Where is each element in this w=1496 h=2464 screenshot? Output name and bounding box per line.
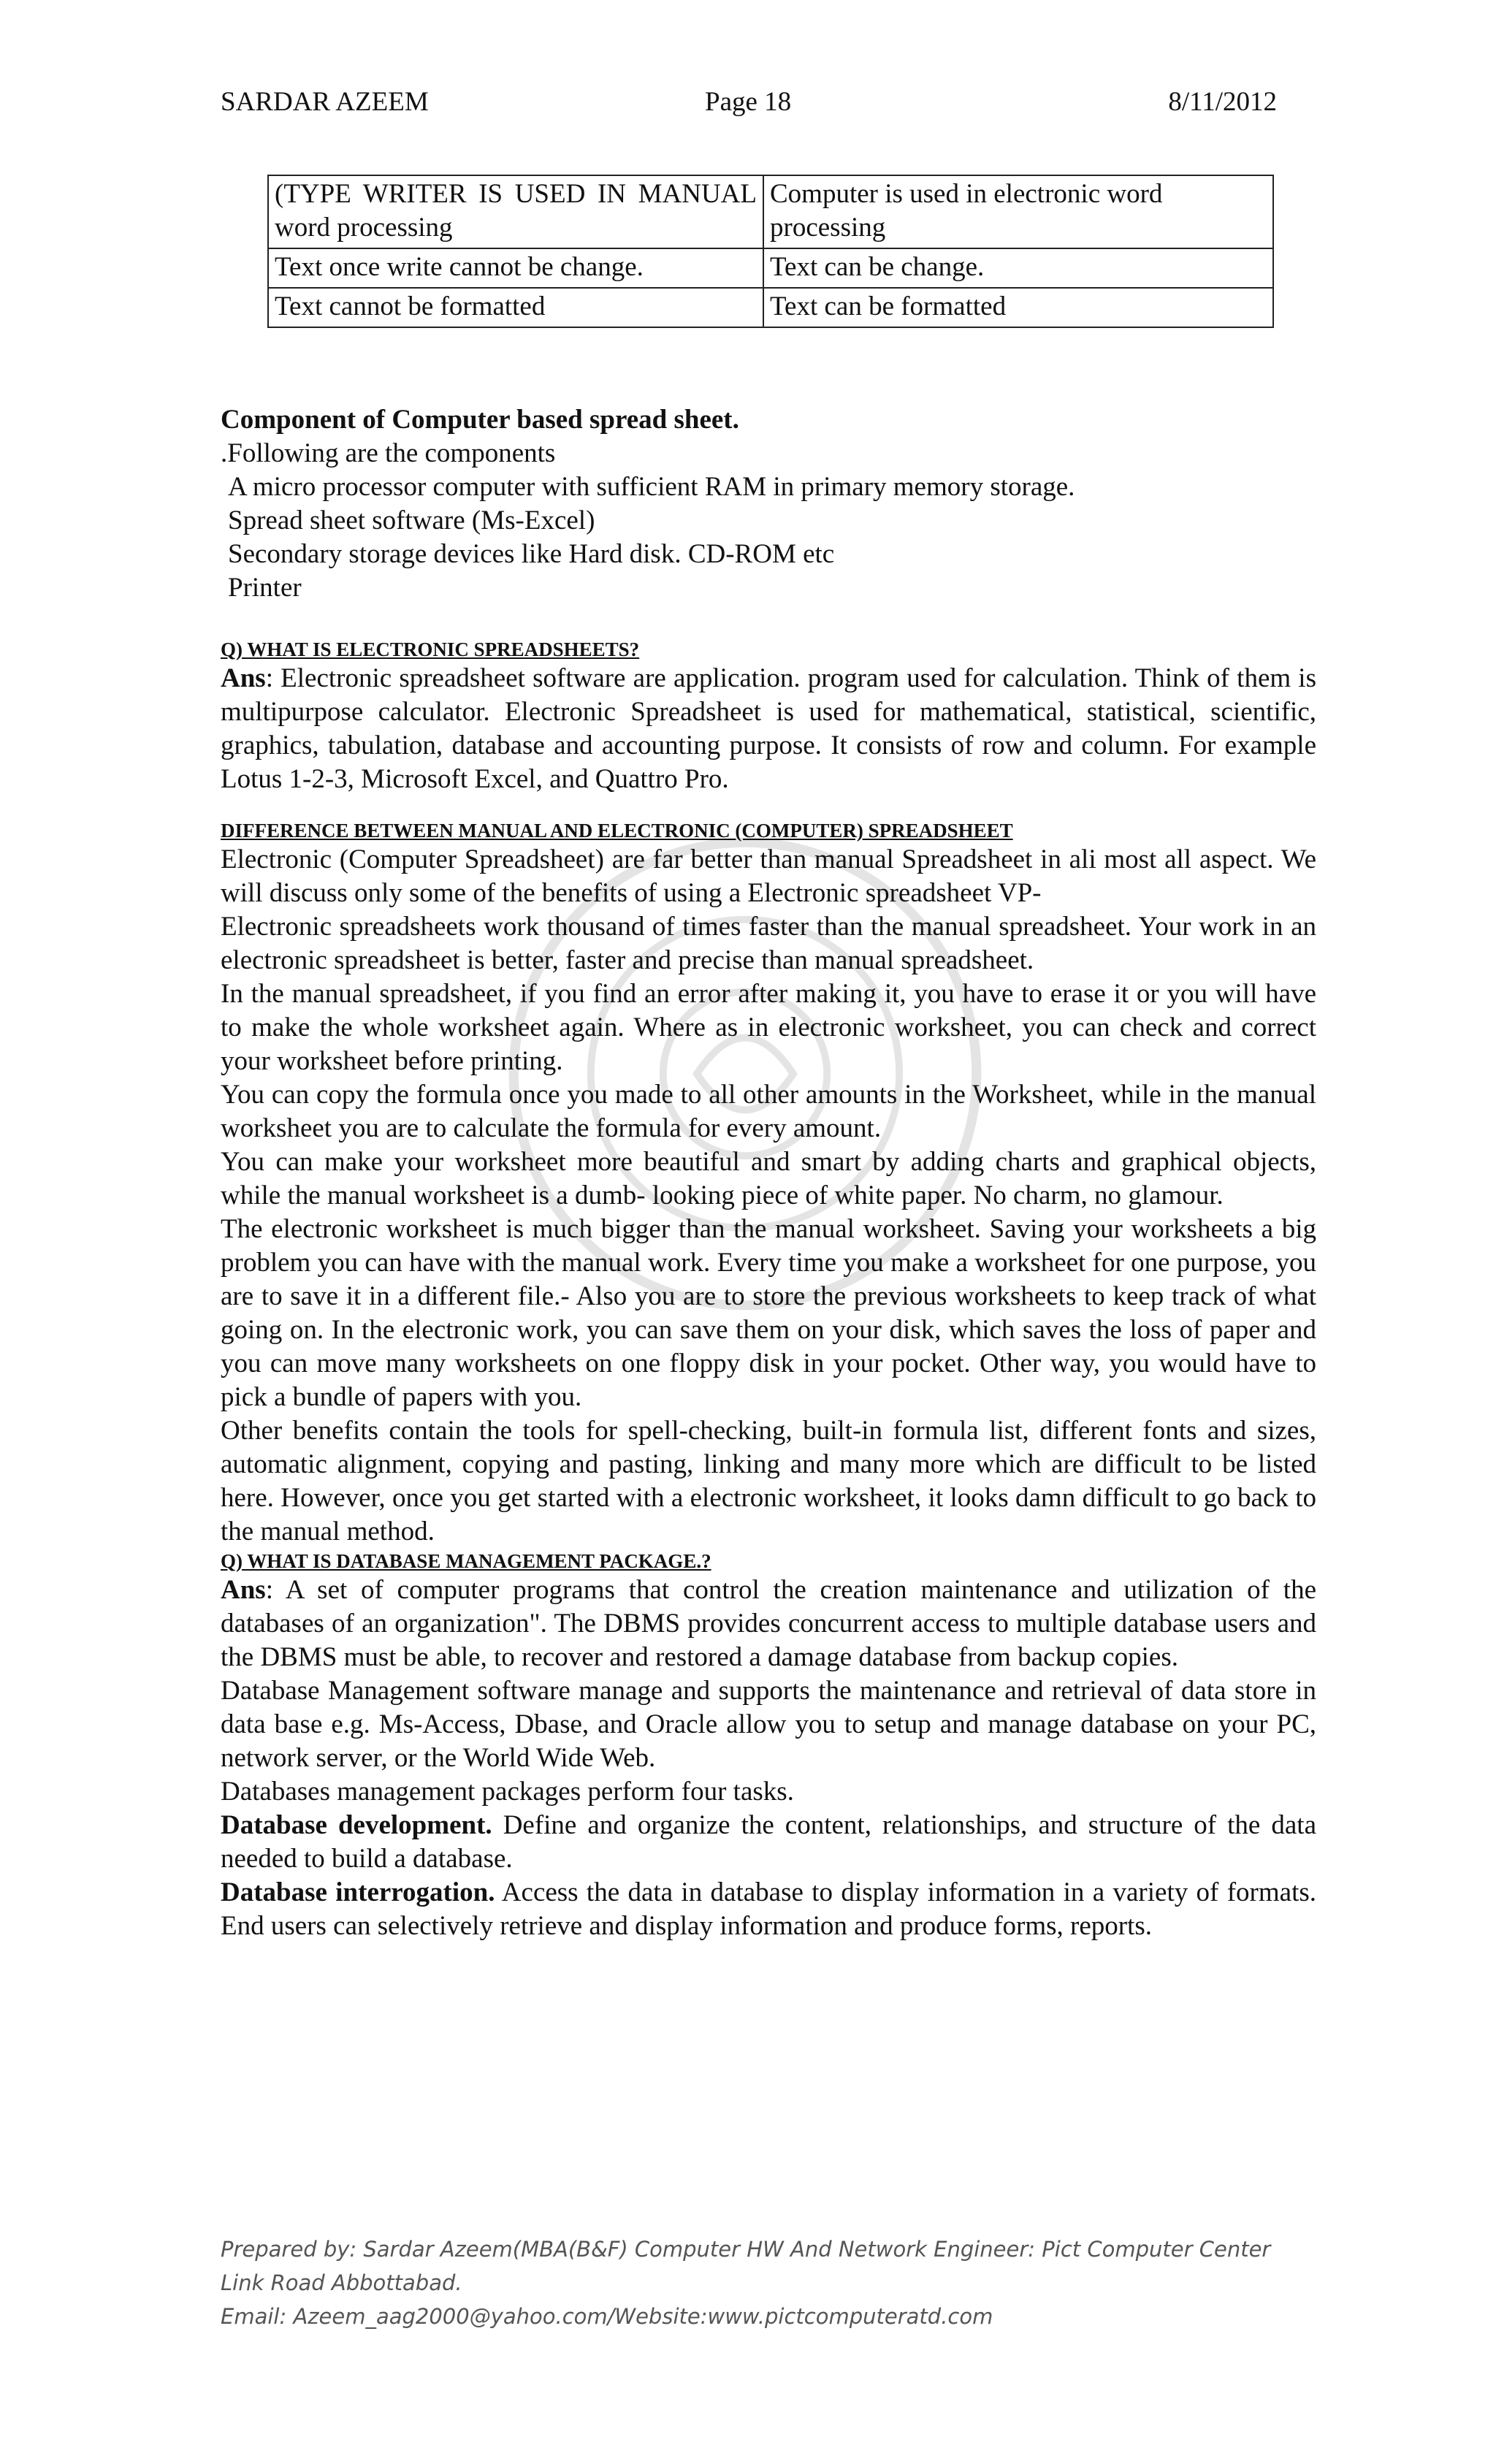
paragraph: You can make your worksheet more beautiful and smart by adding charts and graphical objects, while the manual worksheet is a dumb- looking piece of white paper. No charm, no glamour. — [221, 1147, 1316, 1210]
table-cell: Text once write cannot be change. — [268, 248, 763, 288]
answer-text: : A set of computer programs that control the creation maintenance and utilization of the databases of an organization". The DBMS provides concurrent access to multiple database users and the DBMS must be able, to recover and restored a damage database from backup copies. — [221, 1575, 1316, 1672]
list-item: Spread sheet software (Ms-Excel) — [228, 506, 595, 535]
table-row — [268, 288, 1273, 327]
list-item: Secondary storage devices like Hard disk. CD-ROM etc — [228, 539, 835, 569]
comparison-table — [267, 175, 1274, 328]
task-term: Database development. — [221, 1810, 492, 1840]
question-heading: Q) WHAT IS DATABASE MANAGEMENT PACKAGE.? — [221, 1550, 711, 1572]
answer-label: Ans — [221, 1575, 266, 1605]
answer-text: : Electronic spreadsheet software are application. program used for calculation. Think of them is multipurpose calculator. Electronic Spreadsheet is used for mathematical, statistical, scientific, graphics, tabulation, database and accounting purpose. It consists of row and column. For example Lotus 1-2-3, Microsoft Excel, and Quattro Pro. — [221, 663, 1316, 794]
header-date: 8/11/2012 — [1168, 87, 1277, 117]
task-desc: Access the data in database to display information in a variety of formats. End users can selectively retrieve and display information and produce forms, reports. — [221, 1877, 1316, 1941]
paragraph: Electronic spreadsheets work thousand of times faster than the manual spreadsheet. Your work in an electronic spreadsheet is better, faster and precise than manual spreadsheet. — [221, 912, 1316, 975]
table-row — [268, 248, 1273, 288]
table-row — [268, 175, 1273, 248]
task-term: Database interrogation. — [221, 1877, 495, 1907]
list-item: Printer — [228, 573, 302, 603]
page-footer — [221, 2232, 1302, 2333]
body-content — [221, 403, 1316, 1943]
table-cell: Computer is used in electronic word processing — [763, 175, 1273, 248]
answer-paragraph — [221, 662, 1316, 796]
paragraph: Database Management software manage and supports the maintenance and retrieval of data store in data base e.g. Ms-Access, Dbase, and Oracle allow you to setup and manage database on your PC, network server, or the World Wide Web. — [221, 1676, 1316, 1773]
paragraph: Electronic (Computer Spreadsheet) are far better than manual Spreadsheet in ali most all aspect. We will discuss only some of the benefits of using a Electronic spreadsheet VP- — [221, 844, 1316, 908]
answer-paragraph — [221, 1574, 1316, 1674]
table-cell: (TYPE WRITER IS USED IN MANUAL word processing — [268, 175, 763, 248]
components-intro: .Following are the components — [221, 438, 556, 468]
paragraph: In the manual spreadsheet, if you find an error after making it, you have to erase it or you will have to make the whole worksheet again. Where as in electronic worksheet, you can check and correct your worksheet before printing. — [221, 979, 1316, 1076]
paragraph: You can copy the formula once you made to all other amounts in the Worksheet, while in the manual worksheet you are to calculate the formula for every amount. — [221, 1080, 1316, 1143]
task-item — [221, 1876, 1316, 1943]
task-desc: Define and organize the content, relationships, and structure of the data needed to build a database. — [221, 1810, 1316, 1874]
paragraph: Databases management packages perform four tasks. — [221, 1777, 794, 1807]
paragraph: The electronic worksheet is much bigger than the manual worksheet. Saving your worksheets a big problem you can have with the manual work. Every time you make a worksheet for one purpose, you are to save it in a different file.- Also you are to store the previous worksheets to keep track of what going on. In the electronic work, you can save them on your disk, which saves the loss of paper and you can move many worksheets on one floppy disk in your pocket. Other way, you would have to pick a bundle of papers with you. — [221, 1214, 1316, 1412]
footer-prepared-by: Prepared by: Sardar Azeem(MBA(B&F) Computer HW And Network Engineer: Pict Computer Center Link Road Abbottabad. — [221, 2237, 1271, 2295]
table-cell: Text cannot be formatted — [268, 288, 763, 327]
header-page-number: Page 18 — [705, 87, 792, 117]
question-heading: Q) WHAT IS ELECTRONIC SPREADSHEETS? — [221, 638, 640, 660]
footer-contact: Email: Azeem_aag2000@yahoo.com/Website:www.pictcomputeratd.com — [221, 2304, 993, 2329]
table-cell: Text can be formatted — [763, 288, 1273, 327]
answer-label: Ans — [221, 663, 266, 693]
table-cell: Text can be change. — [763, 248, 1273, 288]
header-author: SARDAR AZEEM — [221, 87, 429, 117]
paragraph: Other benefits contain the tools for spell-checking, built-in formula list, different fonts and sizes, automatic alignment, copying and pasting, linking and many more which are difficult to be listed here. However, once you get started with a electronic worksheet, it looks damn difficult to go back to the manual method. — [221, 1416, 1316, 1546]
task-item — [221, 1809, 1316, 1876]
list-item: A micro processor computer with sufficient RAM in primary memory storage. — [228, 472, 1075, 502]
components-heading: Component of Computer based spread sheet. — [221, 405, 739, 435]
section-heading: DIFFERENCE BETWEEN MANUAL AND ELECTRONIC (COMPUTER) SPREADSHEET — [221, 820, 1013, 842]
